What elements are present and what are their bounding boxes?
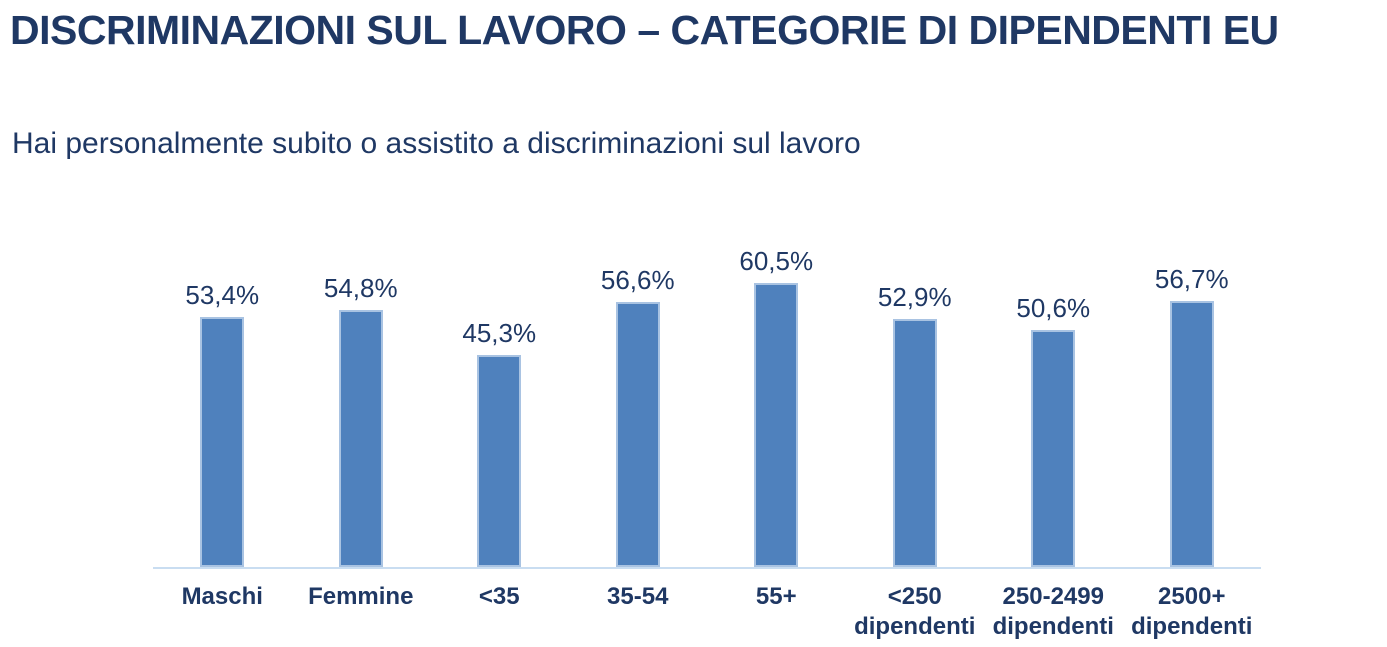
bar — [893, 319, 937, 567]
category-label: <35 — [478, 583, 520, 610]
category-label: 35-54 — [607, 583, 669, 610]
bar — [1031, 330, 1075, 567]
bar-column — [430, 318, 569, 567]
bar-column — [569, 265, 708, 567]
bar — [339, 310, 383, 567]
category-label: Maschi — [181, 583, 263, 610]
bar — [477, 355, 521, 567]
value-label: 53,4% — [185, 280, 260, 310]
bar — [200, 317, 244, 567]
bar-column — [846, 282, 985, 567]
value-label: 45,3% — [462, 318, 537, 348]
value-label: 60,5% — [739, 246, 814, 276]
bar — [754, 283, 798, 567]
value-label: 50,6% — [1016, 293, 1091, 323]
category-label: 250-2499 dipendenti — [992, 583, 1114, 640]
chart-subtitle-question: Hai personalmente subito o assistito a discriminazioni sul lavoro — [12, 127, 861, 160]
bar-column — [292, 273, 431, 567]
bar-column — [153, 280, 292, 567]
category-label: Femmine — [308, 583, 414, 610]
value-label: 52,9% — [877, 282, 952, 312]
value-label: 56,6% — [600, 265, 675, 295]
bar-column — [1123, 264, 1262, 567]
bar-column — [707, 246, 846, 567]
value-label: 56,7% — [1154, 264, 1229, 294]
category-axis — [153, 582, 1261, 642]
bar — [616, 302, 660, 567]
category-label: 55+ — [755, 583, 797, 610]
category-label: <250 dipendenti — [854, 583, 976, 640]
plot-area — [153, 238, 1261, 569]
bar-column — [984, 293, 1123, 567]
category-label: 2500+ dipendenti — [1131, 583, 1253, 640]
page-title: DISCRIMINAZIONI SUL LAVORO – CATEGORIE DI DIPENDENTI EU — [10, 7, 1279, 53]
bar — [1170, 301, 1214, 567]
value-label: 54,8% — [323, 273, 398, 303]
